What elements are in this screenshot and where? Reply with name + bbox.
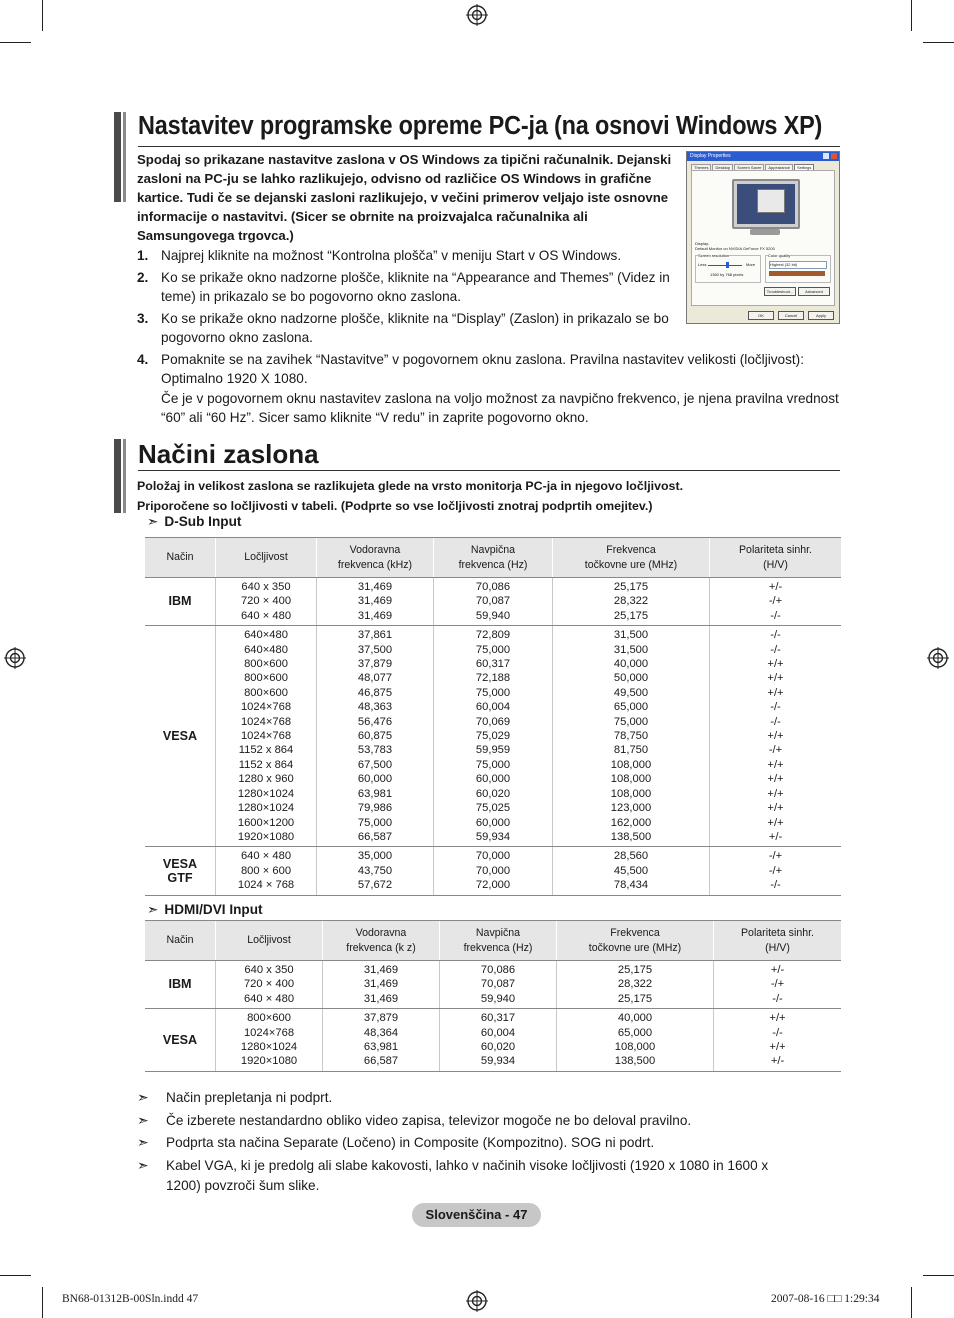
polarity-cell: +/- -/+ -/- (710, 578, 842, 626)
monitor-screen (737, 184, 795, 224)
mode-cell: VESA (145, 1009, 216, 1072)
crop-mark (42, 0, 43, 31)
polarity-cell: -/- -/- +/+ +/+ +/+ -/- -/- +/+ -/+ +/+ +/+ +/+ +/+ +/+ +/- (710, 626, 842, 847)
crop-mark (923, 1275, 954, 1276)
intro-text: Spodaj so prikazane nastavitve zaslona v OS Windows za tipični računalnik. Dejanski zasloni na PC-ju se lahko razlikujejo, odvisno od različice OS Windows in grafične kartice. Tudi če se dejanski zasloni razlikujejo, v večini primerov veljajo iste osnovne informacije o nastavitvi. (Sicer se obrnite na proizvajalca računalnika ali Samsungovega trgovca.) (137, 152, 672, 243)
col-header-v-freq: Navpična frekvenca (Hz) (440, 921, 557, 961)
col-header-mode: Način (145, 921, 216, 961)
list-item (137, 246, 681, 266)
section-bar-thin (123, 112, 126, 202)
step-number: 3. (137, 310, 149, 326)
close-icon (831, 153, 837, 159)
crop-mark (0, 1275, 31, 1276)
h-freq-cell: 37,879 48,364 63,981 66,587 (323, 1009, 440, 1072)
list-item (137, 309, 681, 348)
resolution-cell: 640×480 640×480 800×600 800×600 800×600 1024×768 1024×768 1024×768 1152 x 864 1152 x 864 1280 x 960 1280×1024 1280×1024 1600×1200 1920×1080 (216, 626, 317, 847)
v-freq-cell: 70,000 70,000 72,000 (434, 847, 553, 895)
resolution-cell: 800×600 1024×768 1280×1024 1920×1080 (216, 1009, 323, 1072)
registration-mark-icon (927, 647, 949, 669)
crop-mark (911, 0, 912, 31)
step-number: 1. (137, 248, 149, 263)
pixel-clock-cell: 25,175 28,322 25,175 (553, 578, 710, 626)
table-row (145, 578, 841, 626)
quality-select[interactable]: Highest (32 bit) (769, 261, 827, 269)
crop-mark (911, 1287, 912, 1318)
note-text: Način prepletanja ni podprt. (166, 1090, 333, 1105)
intro-line: Položaj in velikost zaslona se razlikujeta glede na vrsto monitorja PC-ja in njegovo ločljivost. (137, 479, 684, 493)
polarity-cell: +/- -/+ -/- (714, 961, 842, 1009)
dsub-label: D-Sub Input (164, 514, 242, 529)
col-header-resolution: Ločljivost (216, 538, 317, 578)
help-icon (823, 153, 829, 159)
footer-date: 2007-08-16 □□ 1:29:34 (771, 1293, 880, 1305)
resolution-group (695, 255, 761, 283)
list-item (137, 1111, 806, 1132)
display-value: Default Monitor on NVIDIA GeForce FX 5200 (695, 246, 775, 251)
title-rule (138, 470, 840, 472)
step-text: Najprej kliknite na možnost “Kontrolna plošča” v meniju Start v OS Windows. (161, 248, 622, 263)
notes-list (137, 1088, 806, 1199)
monitor-stand (750, 229, 780, 235)
page-title: Nastavitev programske opreme PC-ja (na osnovi Windows XP) (138, 112, 823, 140)
slider-thumb[interactable] (726, 262, 729, 268)
arrow-icon: ➣ (137, 1089, 149, 1105)
tab-screen-saver[interactable]: Screen Saver (734, 164, 764, 172)
section-title: Načini zaslona (138, 439, 319, 469)
col-header-polarity: Polariteta sinhr. (H/V) (710, 538, 842, 578)
more-label: More (746, 262, 756, 267)
mode-cell: VESA (145, 626, 216, 847)
arrow-icon: ➣ (137, 1134, 149, 1150)
tab-desktop[interactable]: Desktop (712, 164, 733, 172)
section-bar (114, 112, 121, 202)
troubleshoot-button[interactable]: Troubleshoot... (764, 287, 796, 296)
advanced-button[interactable]: Advanced (798, 287, 830, 296)
col-header-resolution: Ločljivost (216, 921, 323, 961)
v-freq-cell: 70,086 70,087 59,940 (434, 578, 553, 626)
list-item (137, 350, 841, 428)
section-bar (114, 439, 121, 513)
v-freq-cell: 60,317 60,004 60,020 59,934 (440, 1009, 557, 1072)
page-number-badge: Slovenščina - 47 (412, 1203, 541, 1227)
tab-appearance[interactable]: Appearance (765, 164, 793, 172)
settings-panel (691, 170, 835, 306)
list-item (137, 1156, 806, 1197)
apply-button[interactable]: Apply (808, 311, 834, 320)
list-item (137, 1133, 806, 1154)
step-number: 4. (137, 351, 149, 367)
step-text: Ko se prikaže okno nadzorne plošče, kliknite na “Appearance and Themes” (Videz in teme) in prikazalo se bo pogovorno okno zaslona. (161, 269, 670, 304)
step-text: Ko se prikaže okno nadzorne plošče, kliknite na “Display” (Zaslon) in prikazalo se bo pogovorno okno zaslona. (161, 310, 669, 345)
resolution-cell: 640 x 350 720 × 400 640 × 480 (216, 961, 323, 1009)
list-item (137, 1088, 806, 1109)
hdmi-table (145, 920, 841, 1072)
tab-themes[interactable]: Themes (691, 164, 711, 172)
h-freq-cell: 31,469 31,469 31,469 (317, 578, 434, 626)
pixel-clock-cell: 25,175 28,322 25,175 (557, 961, 714, 1009)
mode-cell: IBM (145, 961, 216, 1009)
intro-line: Priporočene so ločljivosti v tabeli. (Podprte so vse ločljivosti znotraj podprtih omejitev.) (137, 499, 653, 513)
polarity-cell: -/+ -/+ -/- (710, 847, 842, 895)
note-text: Če izberete nestandardno obliko video zapisa, televizor mogoče ne bo deloval pravilno. (166, 1112, 692, 1128)
list-item (137, 268, 681, 307)
step-number: 2. (137, 269, 149, 285)
col-header-pixel-clock: Frekvenca točkovne ure (MHz) (557, 921, 714, 961)
polarity-cell: +/+ -/- +/+ +/- (714, 1009, 842, 1072)
title-rule (138, 146, 840, 148)
crop-mark (923, 42, 954, 43)
dsub-table (145, 537, 841, 896)
note-text: Kabel VGA, ki je predolg ali slabe kakovosti, lahko v načinih visoke ločljivosti (1920 x 1080 in 1600 x 1200) povzroči šum slike. (166, 1157, 769, 1193)
h-freq-cell: 37,861 37,500 37,879 48,077 46,875 48,363 56,476 60,875 53,783 67,500 60,000 63,981 79,986 75,000 66,587 (317, 626, 434, 847)
less-label: Less (698, 262, 707, 267)
quality-label: Color quality (768, 253, 791, 258)
section-header-display-modes (114, 439, 840, 471)
table-row (145, 847, 841, 895)
monitor-graphic (732, 179, 800, 229)
step-text: Pomaknite se na zavihek “Nastavitve” v pogovornem oknu zaslona. Pravilna nastavitev velikosti (ločljivost): Optimalno 1920 X 1080. (161, 351, 804, 386)
pixel-clock-cell: 31,500 31,500 40,000 50,000 49,500 65,000 75,000 78,750 81,750 108,000 108,000 108,000 123,000 162,000 138,500 (553, 626, 710, 847)
table-header-row (145, 921, 841, 961)
table-header-row (145, 538, 841, 578)
step-text-continued: Če je v pogovornem oknu nastavitev zaslona na voljo možnost za navpično frekvenco, je njena pravilna vrednost “60” ali “60 Hz”. Sicer samo kliknite “V redu” in zaprite pogovorno okno. (161, 390, 839, 425)
dsub-input-heading (147, 514, 241, 530)
display-label: Display: (695, 241, 710, 246)
cancel-button[interactable]: Cancel (778, 311, 804, 320)
mode-cell: IBM (145, 578, 216, 626)
resolution-value: 1360 by 768 pixels (710, 272, 744, 277)
dialog-titlebar (687, 152, 839, 161)
h-freq-cell: 31,469 31,469 31,469 (323, 961, 440, 1009)
tab-settings[interactable]: Settings (794, 164, 814, 172)
h-freq-cell: 35,000 43,750 57,672 (317, 847, 434, 895)
registration-mark-icon (4, 647, 26, 669)
crop-mark (42, 1287, 43, 1318)
display-modes-intro (137, 476, 683, 516)
note-text: Podprta sta načina Separate (Ločeno) in Composite (Kompozitno). SOG ni podrt. (166, 1135, 655, 1150)
arrow-icon: ➣ (147, 514, 159, 529)
hdmi-input-heading (147, 902, 263, 918)
pixel-clock-cell: 28,560 45,500 78,434 (553, 847, 710, 895)
registration-mark-icon (466, 1290, 488, 1312)
registration-mark-icon (466, 4, 488, 26)
v-freq-cell: 72,809 75,000 60,317 72,188 75,000 60,004 70,069 75,029 59,959 75,000 60,000 60,020 75,025 60,000 59,934 (434, 626, 553, 847)
section-header-pc-setup (114, 112, 840, 144)
pixel-clock-cell: 40,000 65,000 108,000 138,500 (557, 1009, 714, 1072)
quality-group (765, 255, 831, 283)
col-header-h-freq: Vodoravna frekvenca (k z) (323, 921, 440, 961)
arrow-icon: ➣ (137, 1111, 149, 1128)
crop-mark (0, 42, 31, 43)
arrow-icon: ➣ (147, 902, 159, 917)
quality-bar (769, 271, 825, 276)
col-header-h-freq: Vodoravna frekvenca (kHz) (317, 538, 434, 578)
col-header-pixel-clock: Frekvenca točkovne ure (MHz) (553, 538, 710, 578)
resolution-cell: 640 × 480 800 × 600 1024 × 768 (216, 847, 317, 895)
resolution-label: Screen resolution (698, 253, 730, 258)
table-row (145, 1009, 841, 1072)
arrow-icon: ➣ (137, 1156, 149, 1173)
col-header-mode: Način (145, 538, 216, 578)
table-row (145, 961, 841, 1009)
col-header-v-freq: Navpična frekvenca (Hz) (434, 538, 553, 578)
resolution-cell: 640 x 350 720 × 400 640 × 480 (216, 578, 317, 626)
resolution-slider[interactable] (708, 265, 742, 266)
dialog-title: Display Properties (690, 153, 731, 159)
section-bar-thin (123, 439, 126, 513)
table-row (145, 626, 841, 847)
footer-file: BN68-01312B-00Sln.indd 47 (62, 1293, 199, 1305)
v-freq-cell: 70,086 70,087 59,940 (440, 961, 557, 1009)
ok-button[interactable]: OK (748, 311, 774, 320)
display-properties-screenshot (686, 151, 840, 324)
mode-cell: VESA GTF (145, 847, 216, 895)
col-header-polarity: Polariteta sinhr. (H/V) (714, 921, 842, 961)
hdmi-label: HDMI/DVI Input (164, 902, 263, 917)
